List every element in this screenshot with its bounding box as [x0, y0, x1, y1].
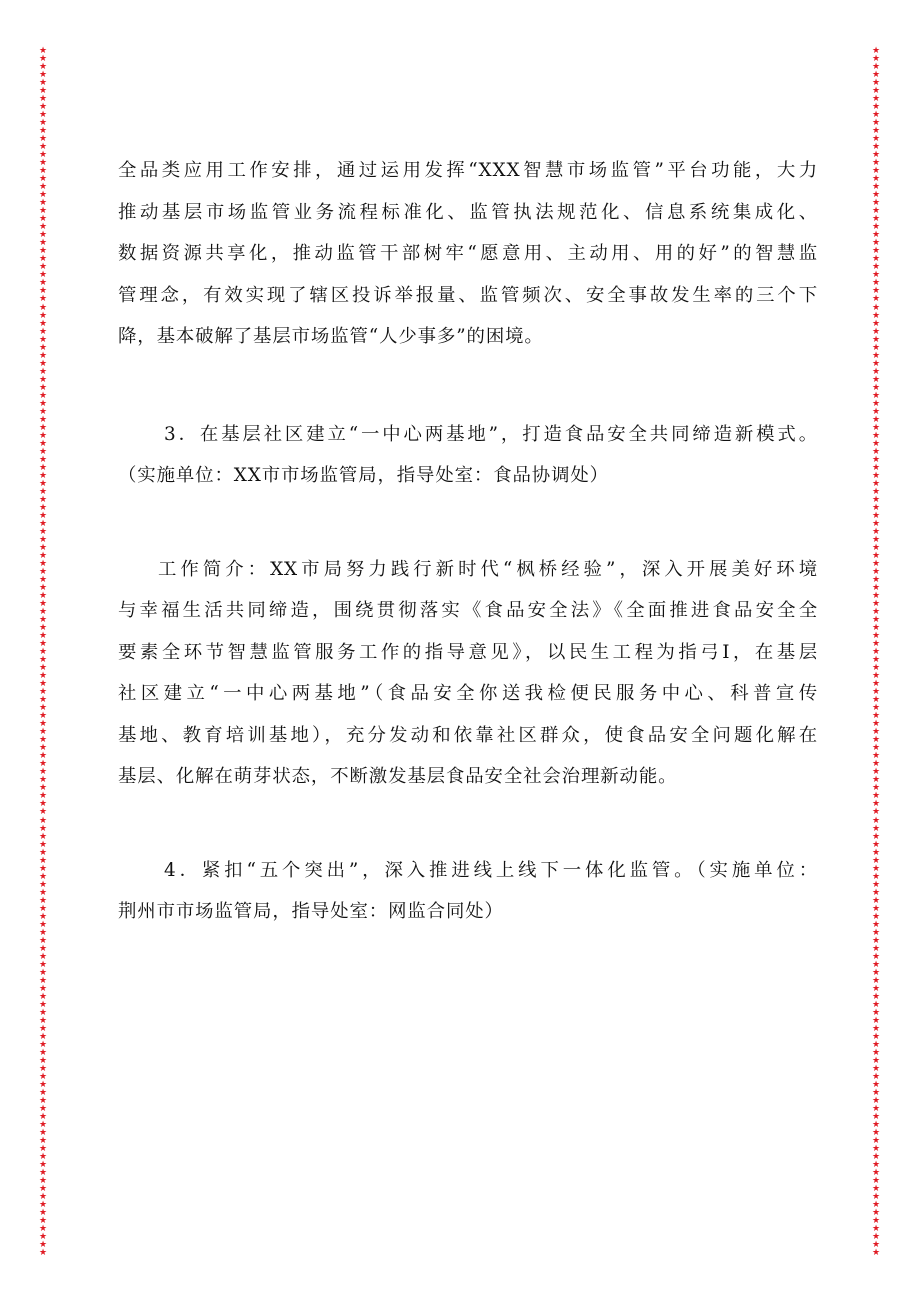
text-line: 3．在基层社区建立“一中心两基地”，打造食品安全共同缔造新模式。 — [164, 423, 818, 445]
text-line: 降，基本破解了基层市场监管“人少事多”的困境。 — [118, 326, 544, 347]
paragraph-platform-summary — [118, 150, 818, 358]
text-line: 荆州市市场监管局，指导处室：网监合同处） — [118, 901, 504, 922]
text-line: 社区建立“一中心两基地”（食品安全你送我检便民服务中心、科普宣传 — [118, 683, 818, 704]
text-line: 与幸福生活共同缔造，围绕贯彻落实《食品安全法》《全面推进食品安全全 — [118, 600, 818, 621]
text-line: 要素全环节智慧监管服务工作的指导意见》，以民生工程为指弓I，在基层 — [118, 641, 818, 663]
document-body — [118, 150, 818, 933]
paragraph-work-intro — [118, 549, 818, 798]
text-line: 基地、教育培训基地），充分发动和依靠社区群众，使食品安全问题化解在 — [118, 724, 818, 746]
paragraph-item-3-heading — [118, 414, 818, 497]
text-line: 管理念，有效实现了辖区投诉举报量、监管频次、安全事故发生率的三个下 — [118, 284, 818, 306]
left-star-border: ★ ★ ★ ★ ★ ★ ★ ★ ★ ★ ★ ★ ★ ★ ★ ★ ★ ★ ★ ★ ★ ★ ★ ★ ★ ★ ★ ★ ★ ★ ★ ★ ★ ★ ★ ★ ★ ★ ★ ★ ★ ★ ★ ★ ★ ★ ★ ★ ★ ★ ★ ★ ★ ★ ★ ★ ★ ★ ★ ★ ★ ★ ★ ★ ★ ★ ★ ★ ★ ★ ★ ★ ★ ★ ★ ★ ★ ★ ★ ★ ★ ★ ★ ★ ★ ★ ★ ★ ★ ★ ★ ★ ★ ★ ★ ★ ★ ★ ★ ★ ★ ★ ★ ★ ★ ★ ★ ★ ★ ★ ★ ★ ★ ★ ★ ★ ★ ★ ★ ★ ★ ★ ★ ★ ★ ★ ★ ★ ★ ★ ★ ★ ★ ★ ★ ★ ★ ★ ★ ★ ★ ★ ★ ★ ★ ★ ★ ★ ★ ★ ★ — [38, 46, 48, 1259]
text-line: 基层、化解在萌芽状态，不断激发基层食品安全社会治理新动能。 — [118, 766, 678, 787]
text-line: 工作简介：XX市局努力践行新时代“枫桥经验”，深入开展美好环境 — [158, 558, 818, 580]
text-line: 全品类应用工作安排，通过运用发挥“XXX智慧市场监管”平台功能，大力 — [118, 160, 818, 181]
paragraph-item-4-heading — [118, 850, 818, 933]
text-line: 4．紧扣“五个突出”，深入推进线上线下一体化监管。（实施单位： — [164, 859, 818, 881]
right-star-border: ★ ★ ★ ★ ★ ★ ★ ★ ★ ★ ★ ★ ★ ★ ★ ★ ★ ★ ★ ★ ★ ★ ★ ★ ★ ★ ★ ★ ★ ★ ★ ★ ★ ★ ★ ★ ★ ★ ★ ★ ★ ★ ★ ★ ★ ★ ★ ★ ★ ★ ★ ★ ★ ★ ★ ★ ★ ★ ★ ★ ★ ★ ★ ★ ★ ★ ★ ★ ★ ★ ★ ★ ★ ★ ★ ★ ★ ★ ★ ★ ★ ★ ★ ★ ★ ★ ★ ★ ★ ★ ★ ★ ★ ★ ★ ★ ★ ★ ★ ★ ★ ★ ★ ★ ★ ★ ★ ★ ★ ★ ★ ★ ★ ★ ★ ★ ★ ★ ★ ★ ★ ★ ★ ★ ★ ★ ★ ★ ★ ★ ★ ★ ★ ★ ★ ★ ★ ★ ★ ★ ★ ★ ★ ★ ★ ★ ★ ★ ★ ★ ★ — [871, 46, 881, 1259]
text-line: （实施单位：XX市市场监管局，指导处室：食品协调处） — [118, 465, 609, 486]
text-line: 数据资源共享化，推动监管干部树牢“愿意用、主动用、用的好”的智慧监 — [118, 243, 818, 264]
text-line: 推动基层市场监管业务流程标准化、监管执法规范化、信息系统集成化、 — [118, 201, 818, 223]
